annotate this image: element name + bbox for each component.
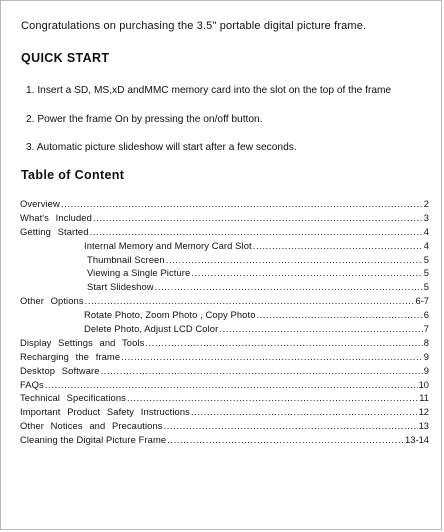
- toc-entry-label: Internal Memory and Memory Card Slot: [84, 239, 252, 251]
- toc-leader-dots: [93, 212, 423, 223]
- toc-entry-page: 6: [423, 309, 429, 321]
- toc-entry-label: Cleaning the Digital Picture Frame: [20, 434, 167, 446]
- toc-entry: [20, 420, 429, 434]
- toc-entry-page: 13-14: [405, 434, 429, 446]
- toc-entry-page: 13: [418, 420, 429, 432]
- quick-start-step: 1. Insert a SD, MS,xD andMMC memory card into the slot on the top of the frame: [26, 85, 392, 96]
- toc-entry: [20, 406, 429, 420]
- toc-entry-page: 4: [423, 239, 429, 251]
- toc-entry-label: Technical Specifications: [20, 392, 126, 404]
- intro-text: Congratulations on purchasing the 3.5" portable digital picture frame.: [21, 20, 367, 32]
- toc-entry: [20, 434, 429, 448]
- toc-leader-dots: [219, 323, 422, 334]
- toc-entry-page: 4: [423, 225, 429, 237]
- toc-entry-label: Rotate Photo, Zoom Photo , Copy Photo: [84, 309, 256, 321]
- toc-entry-page: 9: [423, 350, 429, 362]
- toc-entry-page: 7: [423, 323, 429, 335]
- toc-entry-label: Other Notices and Precautions: [20, 420, 163, 432]
- toc-leader-dots: [191, 406, 418, 417]
- toc-entry-label: What's Included: [20, 211, 92, 223]
- toc-entry-page: 5: [423, 253, 429, 265]
- toc-entry: [20, 226, 429, 240]
- toc-entry-page: 6-7: [415, 295, 429, 307]
- toc-leader-dots: [253, 240, 423, 251]
- toc-entry-page: 12: [418, 406, 429, 418]
- table-of-contents: [20, 198, 429, 448]
- toc-entry-label: Other Options: [20, 295, 84, 307]
- toc-entry-page: 8: [423, 336, 429, 348]
- toc-entry-label: Viewing a Single Picture: [87, 267, 191, 279]
- toc-leader-dots: [85, 295, 415, 306]
- toc-entry-label: Overview: [20, 198, 60, 209]
- toc-entry: [20, 379, 429, 393]
- toc-entry-page: 10: [418, 378, 429, 390]
- toc-subentry: [20, 323, 429, 337]
- toc-leader-dots: [121, 351, 423, 362]
- quick-start-step: 3. Automatic picture slideshow will start after a few seconds.: [26, 142, 297, 153]
- toc-subentry: [20, 267, 429, 281]
- toc-leader-dots: [155, 281, 423, 292]
- toc-entry: [20, 295, 429, 309]
- toc-leader-dots: [101, 365, 423, 376]
- toc-leader-dots: [191, 267, 422, 278]
- quick-start-steps: [26, 85, 436, 171]
- toc-subentry: [20, 254, 429, 268]
- toc-entry: [20, 365, 429, 379]
- toc-entry: [20, 337, 429, 351]
- toc-leader-dots: [166, 254, 423, 265]
- toc-entry: [20, 198, 429, 212]
- toc-leader-dots: [127, 392, 418, 403]
- toc-entry-page: 5: [423, 281, 429, 293]
- toc-entry: [20, 212, 429, 226]
- toc-heading: Table of Content: [21, 168, 125, 182]
- toc-entry-page: 3: [423, 211, 429, 223]
- toc-leader-dots: [90, 226, 423, 237]
- toc-entry-label: FAQs: [20, 378, 44, 390]
- toc-leader-dots: [167, 434, 404, 445]
- toc-subentry: [20, 309, 429, 323]
- toc-entry: [20, 351, 429, 365]
- toc-leader-dots: [164, 420, 418, 431]
- toc-entry-label: Desktop Software: [20, 364, 100, 376]
- toc-entry-label: Getting Started: [20, 225, 89, 237]
- toc-entry-label: Display Settings and Tools: [20, 336, 145, 348]
- toc-entry-label: Recharging the frame: [20, 350, 121, 362]
- toc-entry-page: 5: [423, 267, 429, 279]
- toc-leader-dots: [45, 379, 418, 390]
- toc-entry-page: 9: [423, 364, 429, 376]
- quick-start-heading: QUICK START: [21, 51, 110, 65]
- toc-entry: [20, 392, 429, 406]
- toc-leader-dots: [257, 309, 423, 320]
- toc-subentry: [20, 240, 429, 254]
- toc-leader-dots: [145, 337, 422, 348]
- toc-entry-label: Thumbnail Screen: [87, 253, 165, 265]
- toc-entry-label: Delete Photo, Adjust LCD Color: [84, 323, 219, 335]
- toc-entry-label: Important Product Safety Instructions: [20, 406, 190, 418]
- toc-leader-dots: [61, 198, 423, 209]
- toc-entry-label: Start Slideshow: [87, 281, 154, 293]
- toc-subentry: [20, 281, 429, 295]
- toc-entry-page: 11: [419, 392, 429, 404]
- toc-entry-page: 2: [423, 198, 429, 209]
- quick-start-step: 2. Power the frame On by pressing the on/off button.: [26, 113, 263, 125]
